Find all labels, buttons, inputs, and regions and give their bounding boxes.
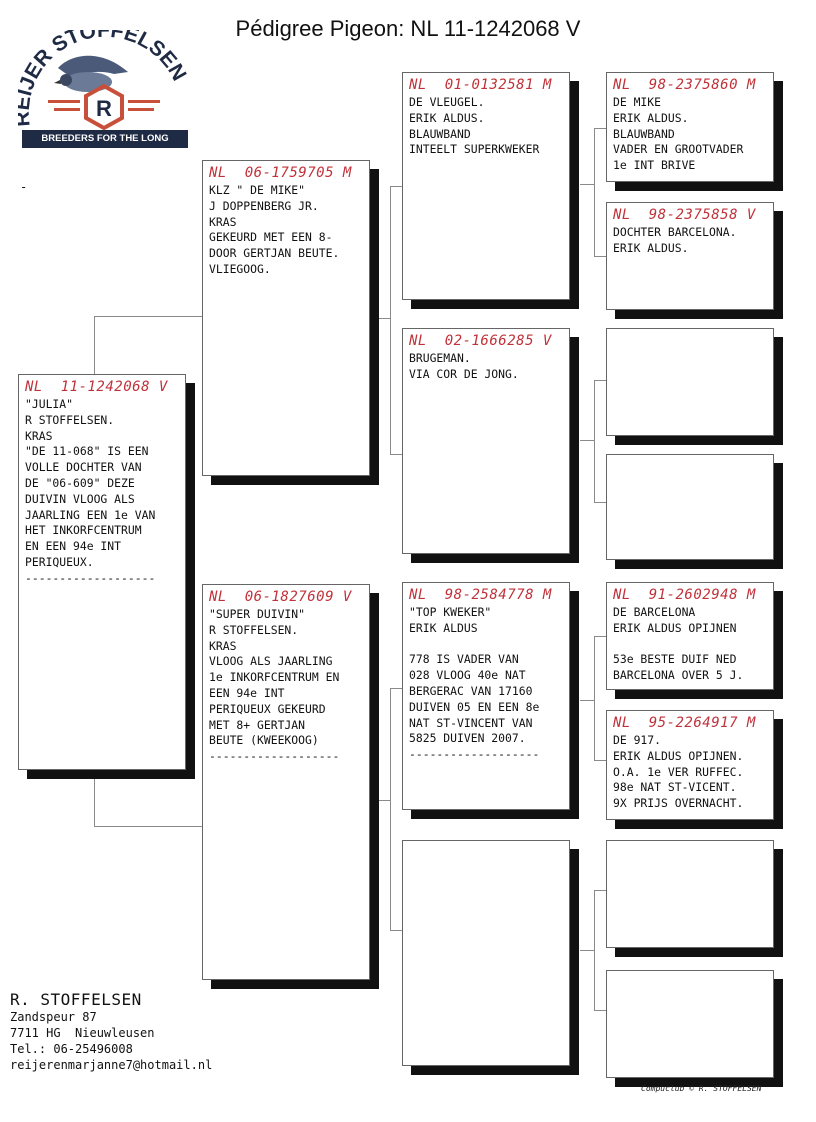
connector [594, 636, 595, 760]
monogram-hexagon [48, 86, 160, 128]
pigeon-info-line: DOOR GERTJAN BEUTE. [209, 246, 340, 261]
logo-banner: BREEDERS FOR THE LONG DISTANCE [22, 130, 188, 148]
pigeon-info-line: DUIVEN 05 EN EEN 8e [409, 699, 540, 714]
pigeon-card-sire [202, 160, 370, 476]
owner-address-line: Zandspeur 87 [10, 1010, 97, 1024]
pigeon-info-line: DOCHTER BARCELONA. [613, 225, 737, 239]
pigeon-card-dam [202, 584, 370, 980]
pigeon-info-line [613, 637, 767, 653]
connector [594, 760, 606, 761]
ring-number: NL 06-1759705 M [209, 165, 352, 181]
connector [390, 688, 402, 689]
pigeon-info-line: ------------------- [209, 749, 340, 764]
pigeon-info-line: BERGERAC VAN 17160 [409, 683, 533, 698]
pigeon-info-line: BLAUWBAND [613, 126, 675, 141]
pigeon-info-line: GEKEURD MET EEN 8- [209, 230, 333, 245]
connector [94, 826, 202, 827]
pigeon-info-line: ------------------- [409, 747, 540, 762]
pigeon-card-subject [18, 374, 186, 770]
pigeon-card-dsd [606, 710, 774, 820]
pigeon-info-line: EN EEN 94e INT [25, 539, 122, 554]
pigeon-info-line: 9X PRIJS OVERNACHT. [613, 796, 744, 811]
pigeon-info-line: "SUPER DUIVIN" [209, 607, 306, 621]
pigeon-card-ddd [606, 970, 774, 1078]
pigeon-card-dam-sire [402, 582, 570, 810]
connector [594, 1010, 606, 1011]
pigeon-info-line: DE "06-609" DEZE [25, 475, 135, 490]
pigeon-info-line: ERIK ALDUS [409, 620, 478, 635]
pigeon-info-line: ERIK ALDUS. [613, 240, 689, 255]
pigeon-info-line: VLOOG ALS JAARLING [209, 654, 333, 669]
pigeon-card-dam-dam [402, 840, 570, 1066]
pigeon-info-line: "DE 11-068" IS EEN [25, 444, 149, 459]
connector [94, 770, 95, 826]
pigeon-info-line: ERIK ALDUS OPIJNEN. [613, 748, 744, 763]
pigeon-info-line: DUIVIN VLOOG ALS [25, 491, 135, 506]
connector [594, 890, 595, 1010]
connector [594, 380, 595, 502]
pigeon-info-line: DE VLEUGEL. [409, 95, 485, 109]
page-title: Pédigree Pigeon: NL 11-1242068 V [235, 16, 581, 41]
logo-arc-text: ER STOFFELSEN [20, 30, 190, 85]
connector [594, 128, 606, 129]
connector [390, 186, 402, 187]
connector [594, 128, 595, 256]
pigeon-info-line: 028 VLOOG 40e NAT [409, 668, 526, 683]
owner-postal-line: 7711 HG Nieuwleusen [10, 1026, 155, 1040]
breeder-logo [18, 30, 190, 162]
stray-mark: - [20, 180, 28, 194]
connector [594, 256, 606, 257]
pigeon-info-line [409, 637, 563, 653]
owner-name: R. STOFFELSEN [10, 990, 142, 1009]
pigeon-info-line: KRAS [209, 638, 237, 653]
logo-monogram: R [96, 96, 112, 121]
pigeon-info-line: R STOFFELSEN. [209, 622, 299, 637]
connector [580, 950, 594, 951]
pigeon-card-sire-sire [402, 72, 570, 300]
pigeon-info-line: DE 917. [613, 733, 662, 747]
pigeon-info-line: "JULIA" [25, 397, 74, 411]
pigeon-info-line: PERIQUEUX. [25, 554, 94, 569]
pigeon-info-line: R STOFFELSEN. [25, 412, 115, 427]
pigeon-card-sdd [606, 454, 774, 560]
connector [580, 184, 594, 185]
pigeon-info-line: 778 IS VADER VAN [409, 652, 519, 667]
pigeon-info-line: KRAS [25, 428, 53, 443]
pigeon-card-sss [606, 72, 774, 182]
connector [390, 186, 391, 454]
ring-number: NL 06-1827609 V [209, 589, 352, 605]
pigeon-info-line: BARCELONA OVER 5 J. [613, 668, 744, 683]
connector [594, 380, 606, 381]
pigeon-info-line: KRAS [209, 214, 237, 229]
connector [390, 930, 402, 931]
connector [580, 700, 594, 701]
pigeon-info-line: MET 8+ GERTJAN [209, 717, 306, 732]
pigeon-card-dds [606, 840, 774, 948]
pigeon-info-line: BRUGEMAN. [409, 351, 471, 365]
pigeon-info-line: "TOP KWEKER" [409, 605, 492, 619]
pigeon-icon [54, 56, 128, 92]
pigeon-info-line: PERIQUEUX GEKEURD [209, 701, 326, 716]
pigeon-info-line: NAT ST-VINCENT VAN [409, 715, 533, 730]
pigeon-info-line: ERIK ALDUS OPIJNEN [613, 620, 737, 635]
pigeon-info-line: VADER EN GROOTVADER [613, 142, 744, 157]
pigeon-card-dss [606, 582, 774, 690]
pigeon-info-line: 1e INKORFCENTRUM EN [209, 670, 340, 685]
connector [594, 890, 606, 891]
pigeon-info-line: BEUTE (KWEEKOOG) [209, 733, 319, 748]
pigeon-info-line: KLZ " DE MIKE" [209, 183, 306, 197]
ring-number: NL 98-2375860 M [613, 77, 756, 93]
pigeon-info-line: 5825 DUIVEN 2007. [409, 731, 526, 746]
ring-number: NL 11-1242068 V [25, 379, 168, 395]
ring-number: NL 01-0132581 M [409, 77, 552, 93]
connector [594, 636, 606, 637]
pigeon-info-line: EEN 94e INT [209, 685, 285, 700]
connector [580, 440, 594, 441]
pigeon-info-line: 53e BESTE DUIF NED [613, 652, 737, 667]
pigeon-info-line: DE MIKE [613, 95, 662, 109]
owner-phone-line: Tel.: 06-25496008 [10, 1042, 133, 1056]
pigeon-info-line: ------------------- [25, 570, 156, 585]
ring-number: NL 98-2584778 M [409, 587, 552, 603]
pigeon-info-line: DE BARCELONA [613, 605, 696, 619]
connector [594, 502, 606, 503]
pigeon-info-line: VLIEGOOG. [209, 261, 271, 276]
pigeon-info-line: O.A. 1e VER RUFFEC. [613, 764, 744, 779]
owner-email-line: reijerenmarjanne7@hotmail.nl [10, 1058, 213, 1072]
pigeon-card-sire-dam [402, 328, 570, 554]
pigeon-card-sds [606, 328, 774, 436]
pigeon-info-line: ERIK ALDUS. [613, 110, 689, 125]
connector [370, 800, 390, 801]
connector [390, 688, 391, 930]
pigeon-info-line: INTEELT SUPERKWEKER [409, 142, 540, 157]
footer-credit: Compuclub © R. STOFFELSEN [641, 1084, 762, 1093]
ring-number: NL 98-2375858 V [613, 207, 756, 223]
pigeon-info-line: J DOPPENBERG JR. [209, 198, 319, 213]
ring-number: NL 95-2264917 M [613, 715, 756, 731]
pigeon-info-line: HET INKORFCENTRUM [25, 523, 142, 538]
connector [94, 316, 95, 374]
pigeon-info-line: ERIK ALDUS. [409, 110, 485, 125]
pigeon-info-line: VIA COR DE JONG. [409, 366, 519, 381]
ring-number: NL 02-1666285 V [409, 333, 552, 349]
pigeon-info-line: VOLLE DOCHTER VAN [25, 460, 142, 475]
connector [94, 316, 202, 317]
pigeon-info-line: 1e INT BRIVE [613, 158, 696, 173]
pigeon-card-ssd [606, 202, 774, 310]
pigeon-info-line: BLAUWBAND [409, 126, 471, 141]
pigeon-info-line: JAARLING EEN 1e VAN [25, 507, 156, 522]
connector [370, 318, 390, 319]
owner-block [10, 990, 212, 1073]
ring-number: NL 91-2602948 M [613, 587, 756, 603]
pigeon-info-line: 98e NAT ST-VICENT. [613, 780, 737, 795]
connector [390, 454, 402, 455]
